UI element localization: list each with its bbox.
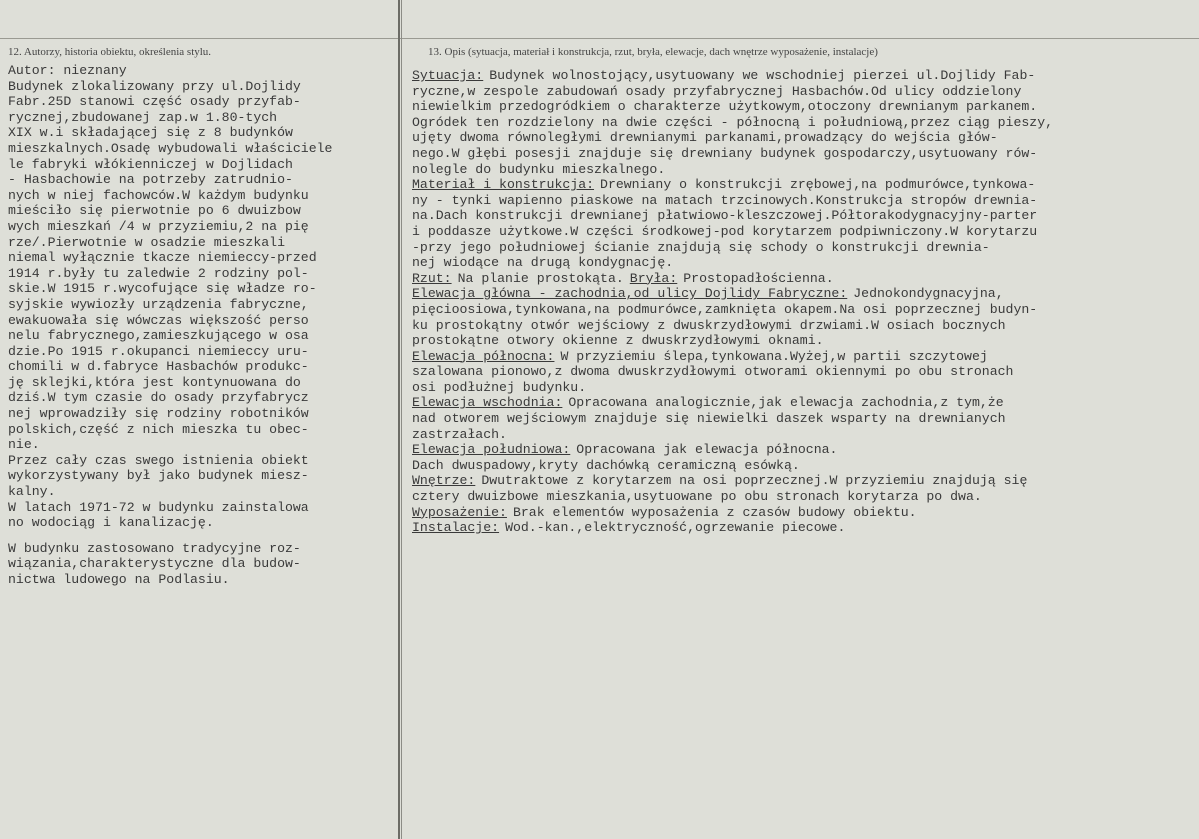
section-line bbox=[412, 68, 1197, 84]
section-text: Opracowana analogicznie,jak elewacja zachodnia,z tym,że bbox=[568, 395, 1004, 411]
history-line: wiązania,charakterystyczne dla budow- bbox=[8, 556, 301, 572]
section-line bbox=[412, 505, 1197, 521]
section-line: szalowana pionowo,z dwoma dwuskrzydłowymi otworami okiennymi po obu stronach bbox=[412, 364, 1014, 380]
section-line: -przy jego południowej ścianie znajdują się schody o konstrukcji drewnia- bbox=[412, 239, 990, 255]
section-text: W przyziemiu ślepa,tynkowana.Wyżej,w partii szczytowej bbox=[560, 348, 988, 364]
column-divider bbox=[398, 0, 400, 839]
section-line: ujęty dwoma równoległymi drewnianymi parkanami,prowadzący do wejścia głów- bbox=[412, 130, 998, 146]
history-line: rze/.Pierwotnie w osadzie mieszkali bbox=[8, 234, 285, 250]
section-line bbox=[412, 395, 1197, 411]
section-line: Ogródek ten rozdzielony na dwie części - północną i południową,przez ciąg pieszy, bbox=[412, 114, 1054, 130]
history-line: Budynek zlokalizowany przy ul.Dojlidy bbox=[8, 78, 301, 94]
header-rule bbox=[0, 38, 1199, 39]
section-line: nego.W głębi posesji znajduje się drewniany budynek gospodarczy,usytuowany rów- bbox=[412, 145, 1038, 161]
section-line bbox=[412, 442, 1197, 458]
history-line: nictwa ludowego na Podlasiu. bbox=[8, 572, 230, 587]
section-line bbox=[412, 520, 1197, 536]
history-line: skie.W 1915 r.wycofujące się władze ro- bbox=[8, 281, 317, 297]
history-line: no wodociąg i kanalizację. bbox=[8, 515, 214, 531]
section-line: osi podłużnej budynku. bbox=[412, 379, 587, 395]
section-heading: Bryła: bbox=[629, 270, 678, 286]
section-text: Brak elementów wyposażenia z czasów budowy obiektu. bbox=[512, 504, 917, 520]
history-line: - Hasbachowie na potrzeby zatrudnio- bbox=[8, 172, 293, 188]
history-line: polskich,część z nich mieszka tu obec- bbox=[8, 421, 309, 437]
history-line: XIX w.i składającej się z 8 budynków bbox=[8, 125, 293, 141]
section-line: nolegle do budynku mieszkalnego. bbox=[412, 161, 666, 177]
section-heading: Instalacje: bbox=[412, 520, 500, 536]
section-line bbox=[412, 473, 1197, 489]
history-line: ję sklejki,która jest kontynuowana do bbox=[8, 374, 301, 390]
section-heading: Elewacja główna - zachodnia,od ulicy Dojlidy Fabryczne: bbox=[412, 286, 848, 302]
description-text bbox=[412, 68, 1197, 536]
history-line bbox=[8, 531, 393, 541]
history-line: mieściło się pierwotnie po 6 dwuizbow bbox=[8, 203, 301, 219]
section-text: Prostopadłościenna. bbox=[683, 270, 834, 286]
section-line bbox=[412, 177, 1197, 193]
section-line: Dach dwuspadowy,kryty dachówką ceramiczną esówką. bbox=[412, 457, 800, 473]
section-text: Wod.-kan.,elektryczność,ogrzewanie piecowe. bbox=[505, 520, 846, 536]
section-heading: Elewacja północna: bbox=[412, 348, 555, 364]
history-line: dziś.W tym czasie do osady przyfabrycz bbox=[8, 390, 309, 406]
history-line: W budynku zastosowano tradycyjne roz- bbox=[8, 540, 301, 556]
history-text bbox=[8, 63, 393, 588]
history-line: Autor: nieznany bbox=[8, 63, 127, 78]
history-line: nej wprowadziły się rodziny robotników bbox=[8, 406, 309, 422]
history-line: rycznej,zbudowanej zap.w 1.80-tych bbox=[8, 109, 278, 125]
section-text: Opracowana jak elewacja północna. bbox=[576, 442, 838, 458]
section-text: Drewniany o konstrukcji zrębowej,na podmurówce,tynkowa- bbox=[600, 177, 1036, 193]
history-line: Fabr.25D stanowi część osady przyfab- bbox=[8, 94, 301, 110]
section-line: na.Dach konstrukcji drewnianej płatwiowo-kleszczowej.Półtorakodygnacyjny-parter bbox=[412, 208, 1038, 224]
history-line: wych mieszkań /4 w przyziemiu,2 na pię bbox=[8, 218, 309, 234]
history-line: Przez cały czas swego istnienia obiekt bbox=[8, 452, 309, 468]
history-line: syjskie wywiozły urządzenia fabryczne, bbox=[8, 296, 309, 312]
history-line: le fabryki włókienniczej w Dojlidach bbox=[8, 156, 293, 172]
section-heading: Sytuacja: bbox=[412, 68, 484, 83]
section-heading: Rzut: bbox=[412, 270, 452, 286]
history-line: ewakuowała się wówczas większość perso bbox=[8, 312, 309, 328]
section-line: ku prostokątny otwór wejściowy z dwuskrzydłowymi drzwiami.W osiach bocznych bbox=[412, 317, 1006, 333]
section-line bbox=[412, 271, 1197, 287]
history-line: mieszkalnych.Osadę wybudowali właściciele bbox=[8, 140, 333, 156]
section-heading: Wyposażenie: bbox=[412, 504, 507, 520]
section-line bbox=[412, 286, 1197, 302]
history-line: nie. bbox=[8, 437, 40, 453]
history-line: dzie.Po 1915 r.okupanci niemieccy uru- bbox=[8, 343, 309, 359]
history-line: nych w niej fachowców.W każdym budynku bbox=[8, 187, 309, 203]
section-text: Na planie prostokąta. bbox=[457, 270, 624, 286]
section-heading: Wnętrze: bbox=[412, 473, 476, 489]
history-line: niemal wyłącznie tkacze niemieccy-przed bbox=[8, 250, 317, 266]
section-line: nej wiodące na drugą kondygnację. bbox=[412, 255, 674, 271]
history-line: wykorzystywany był jako budynek miesz- bbox=[8, 468, 309, 484]
history-line: nelu fabrycznego,zamieszkującego w osa bbox=[8, 328, 309, 344]
section-line: ny - tynki wapienno piaskowe na matach trzcinowych.Konstrukcja stropów drewnia- bbox=[412, 192, 1038, 208]
section-text: Jednokondygnacyjna, bbox=[853, 286, 1004, 302]
section-line bbox=[412, 349, 1197, 365]
history-line: W latach 1971-72 w budynku zainstalowa bbox=[8, 499, 309, 515]
history-line: 1914 r.były tu zaledwie 2 rodziny pol- bbox=[8, 265, 309, 281]
section-text: Dwutraktowe z korytarzem na osi poprzecznej.W przyziemiu znajdują się bbox=[481, 473, 1028, 489]
section-line: nad otworem wejściowym znajduje się niewielki daszek wsparty na drewnianych bbox=[412, 411, 1006, 427]
history-line: chomili w d.fabryce Hasbachów produkc- bbox=[8, 359, 309, 375]
right-column-header: 13. Opis (sytuacja, materiał i konstrukcja, rzut, bryła, elewacje, dach wnętrze wyposażenie, instalacje) bbox=[428, 46, 878, 58]
section-line: zastrzałach. bbox=[412, 426, 507, 442]
section-line: cztery dwuizbowe mieszkania,usytuowane po obu stronach korytarza po dwa. bbox=[412, 489, 982, 505]
section-text: Budynek wolnostojący,usytuowany we wschodniej pierzei ul.Dojlidy Fab- bbox=[489, 68, 1036, 83]
column-divider-inner bbox=[401, 0, 402, 839]
section-line: pięcioosiowa,tynkowana,na podmurówce,zamknięta okapem.Na osi poprzecznej budyn- bbox=[412, 301, 1038, 317]
section-heading: Elewacja południowa: bbox=[412, 442, 571, 458]
section-line: i poddasze użytkowe.W części środkowej-pod korytarzem podpiwniczony.W korytarzu bbox=[412, 223, 1038, 239]
section-line: ryczne,w zespole zabudowań osady przyfabrycznej Hasbachów.Od ulicy oddzielony bbox=[412, 83, 1022, 99]
section-line: prostokątne otwory okienne z dwuskrzydłowymi oknami. bbox=[412, 333, 824, 349]
left-column-header: 12. Autorzy, historia obiektu, określenia stylu. bbox=[8, 46, 212, 58]
section-heading: Materiał i konstrukcja: bbox=[412, 177, 595, 193]
section-heading: Elewacja wschodnia: bbox=[412, 395, 563, 411]
history-line: kalny. bbox=[8, 484, 56, 500]
section-line: niewielkim przedogródkiem o charakterze użytkowym,otoczony drewnianym parkanem. bbox=[412, 99, 1038, 115]
